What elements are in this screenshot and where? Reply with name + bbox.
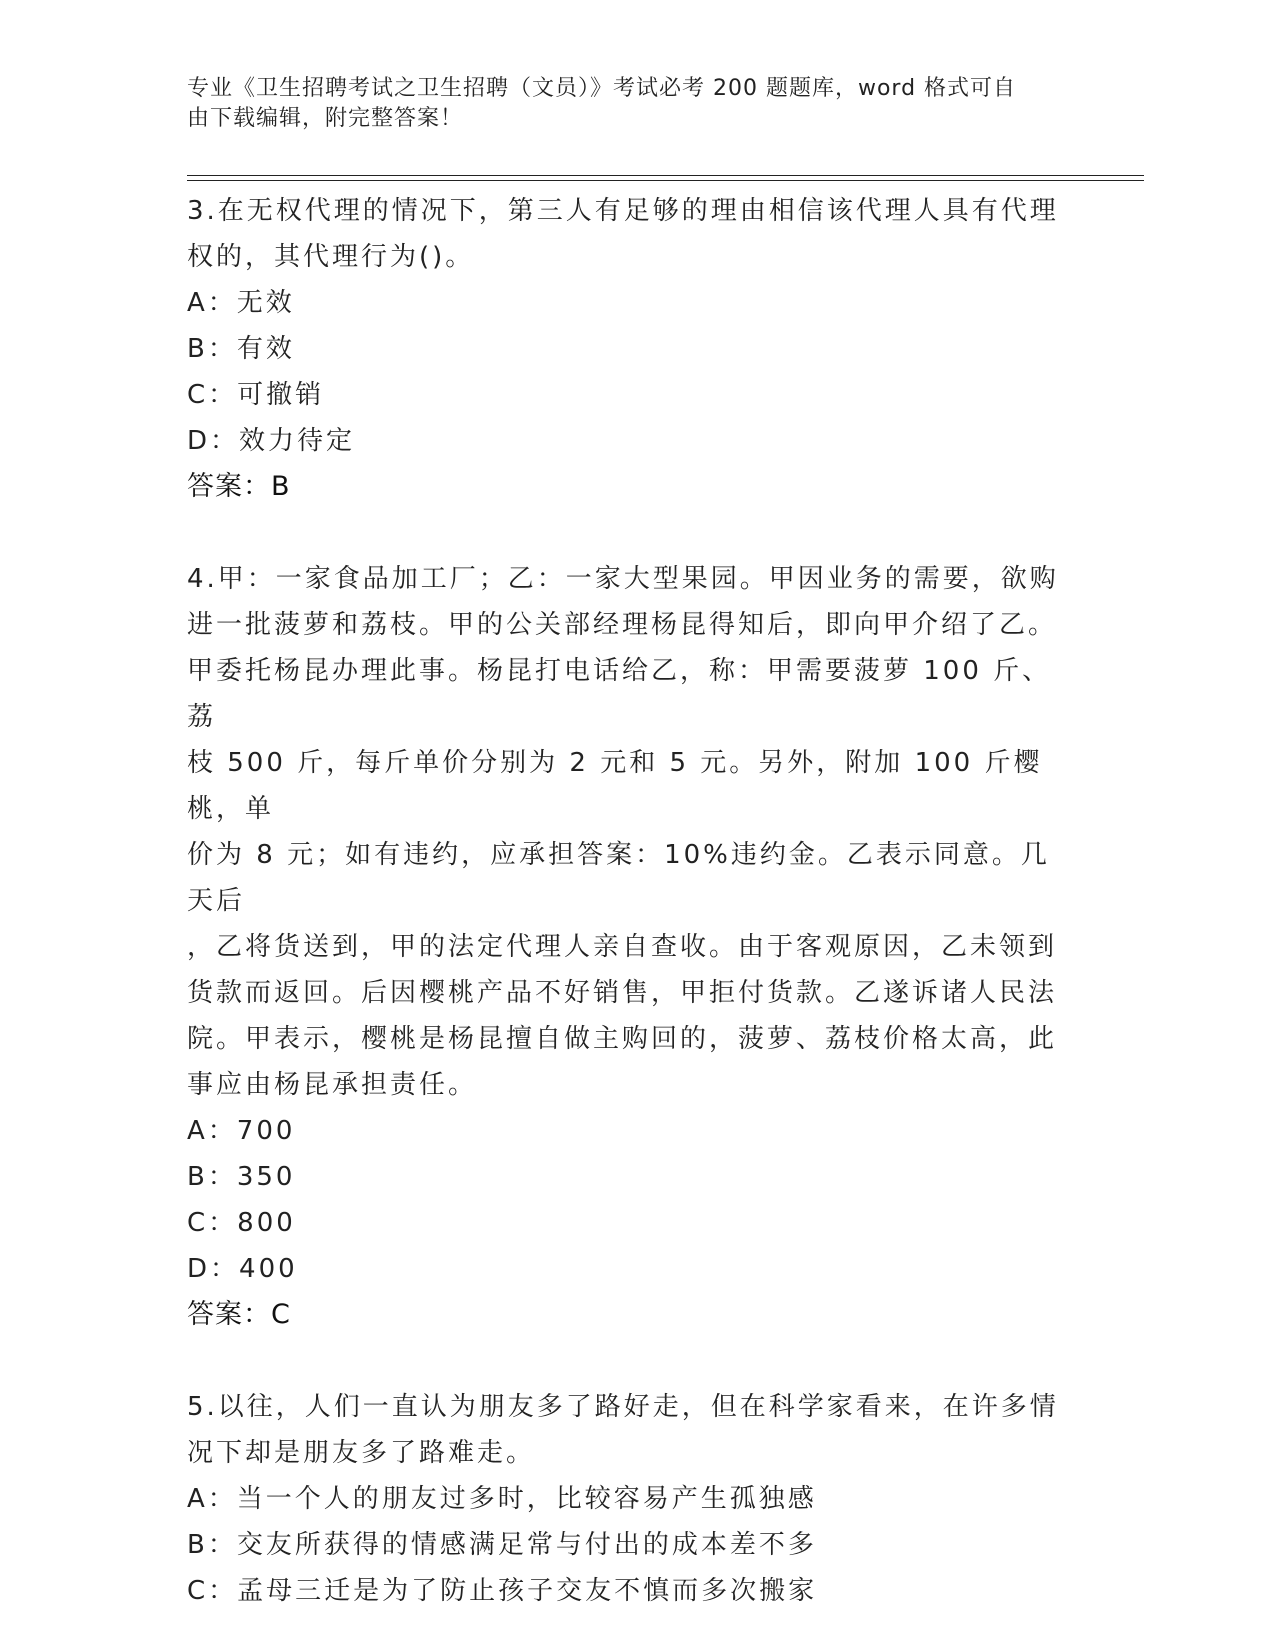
question-5-option-b: B：交友所获得的情感满足常与付出的成本差不多 — [187, 1530, 817, 1560]
header-divider-bottom — [187, 180, 1144, 181]
question-4-option-a: A：700 — [187, 1116, 296, 1146]
question-4-line-8: 院。甲表示，樱桃是杨昆擅自做主购回的，菠萝、荔枝价格太高，此 — [187, 1024, 1058, 1054]
question-5-line-1: 5.以往，人们一直认为朋友多了路好走，但在科学家看来，在许多情 — [187, 1392, 1059, 1422]
document-header — [187, 74, 1087, 134]
question-3-option-c: C：可撤销 — [187, 380, 325, 410]
question-4-line-1: 4.甲：一家食品加工厂；乙：一家大型果园。甲因业务的需要，欲购 — [187, 564, 1059, 594]
question-list — [187, 188, 1067, 1614]
question-5-option-a: A：当一个人的朋友过多时，比较容易产生孤独感 — [187, 1484, 817, 1514]
question-4-line-4: 枝 500 斤，每斤单价分别为 2 元和 5 元。另外，附加 100 斤樱桃，单 — [187, 748, 1043, 824]
question-4 — [187, 556, 1067, 1338]
question-4-line-6: ，乙将货送到，甲的法定代理人亲自查收。由于客观原因，乙未领到 — [187, 932, 1058, 962]
spacer — [187, 1338, 1067, 1384]
question-5-option-c: C：孟母三迁是为了防止孩子交友不慎而多次搬家 — [187, 1576, 818, 1606]
question-4-line-3: 甲委托杨昆办理此事。杨昆打电话给乙，称：甲需要菠萝 100 斤、荔 — [187, 656, 1052, 732]
question-3-answer: 答案：B — [187, 471, 291, 502]
question-5-line-2: 况下却是朋友多了路难走。 — [187, 1438, 536, 1468]
question-4-option-b: B：350 — [187, 1162, 296, 1192]
header-divider-top — [187, 175, 1144, 176]
question-4-line-2: 进一批菠萝和荔枝。甲的公关部经理杨昆得知后，即向甲介绍了乙。 — [187, 610, 1058, 640]
spacer — [187, 510, 1067, 556]
question-4-option-c: C：800 — [187, 1208, 296, 1238]
question-3-option-a: A：无效 — [187, 288, 295, 318]
question-4-line-7: 货款而返回。后因樱桃产品不好销售，甲拒付货款。乙遂诉诸人民法 — [187, 978, 1058, 1008]
header-line-2: 由下载编辑，附完整答案！ — [187, 106, 464, 131]
question-3 — [187, 188, 1067, 510]
question-3-line-2: 权的，其代理行为()。 — [187, 242, 475, 272]
question-3-option-d: D：效力待定 — [187, 426, 356, 456]
question-4-line-5: 价为 8 元；如有违约，应承担答案：10%违约金。乙表示同意。几天后 — [187, 840, 1050, 916]
question-4-option-d: D：400 — [187, 1254, 298, 1284]
header-line-1: 专业《卫生招聘考试之卫生招聘（文员）》考试必考 200 题题库，word 格式可自 — [187, 76, 1017, 101]
question-3-line-1: 3.在无权代理的情况下，第三人有足够的理由相信该代理人具有代理 — [187, 196, 1059, 226]
question-5 — [187, 1384, 1067, 1614]
question-3-option-b: B：有效 — [187, 334, 295, 364]
question-4-line-9: 事应由杨昆承担责任。 — [187, 1070, 478, 1100]
question-4-answer: 答案：C — [187, 1299, 291, 1330]
